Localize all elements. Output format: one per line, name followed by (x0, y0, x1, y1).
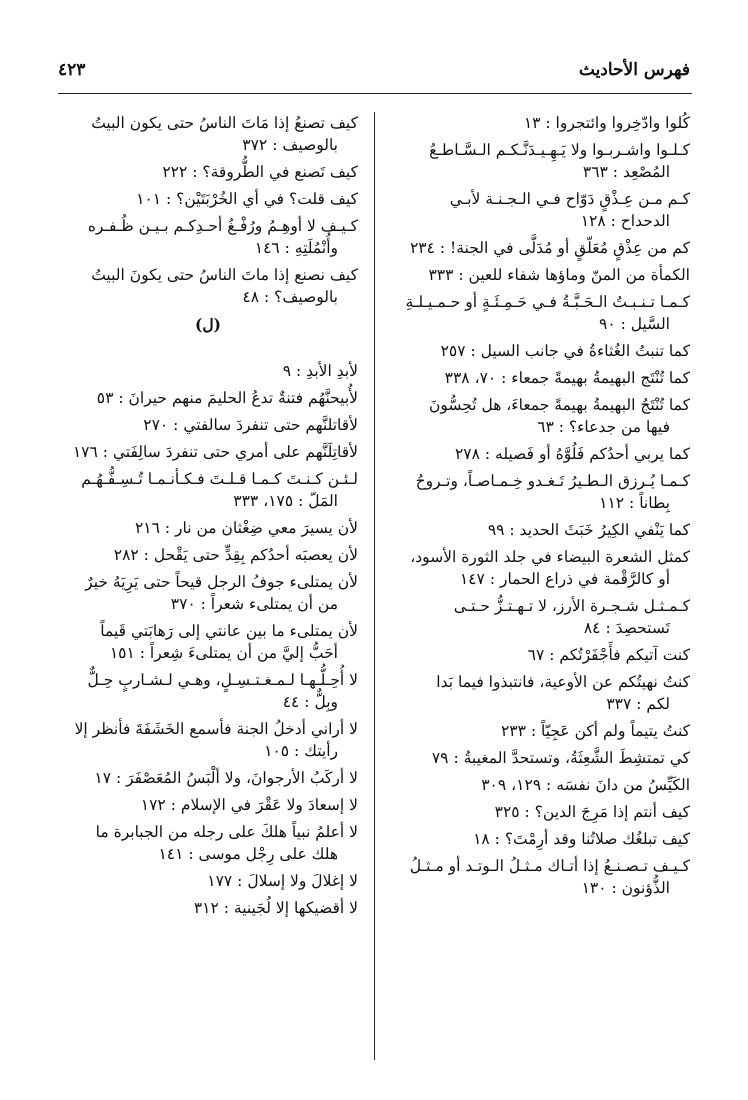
hadith-entry: لأبدِ الأبدِ : ٩ (282, 362, 358, 380)
hadith-entry: لأقاتِلَنَّهم على أمري حتى تنفردَ سالِفَتي : ١٧٦ (72, 443, 358, 461)
hadith-entry: كما تنبتُ الغُثاءةُ في جانب السيل : ٢٥٧ (440, 342, 690, 360)
hadith-entry: لا أُحِـلُّـهـا لـمـغـتـسِـلٍ، وهـي لـشـاربٍ حِـلٌّ وبِلٌّ : ٤٤ (87, 671, 358, 711)
hadith-entry: كما تُنْتَج البهيمةُ بهيمةً جمعاء : ٧٠، ٣٣٨ (444, 369, 690, 387)
hadith-entry: كما تُنْتَجُ البهيمةُ بهيمةً جمعاءَ، هل تُحِسُّونَ فيها من جدعاء؟ : ٦٣ (429, 396, 690, 436)
page-header (58, 60, 690, 90)
hadith-entry: لأن يسيرَ معي ضِغْثان من نار : ٢١٦ (134, 519, 358, 537)
hadith-entry: كيف تبلغُك صلاتُنا وقد أرِمْتَ؟ : ١٨ (473, 830, 690, 848)
hadith-entry: كنت آتيكم فأَجْفَرْتُكم : ٦٧ (527, 646, 690, 664)
hadith-entry: كم من عِذْقٍ مُعَلّقٍ أو مُدَلَّى في الجنة! : ٢٣٤ (409, 239, 690, 257)
right-column (390, 112, 690, 904)
section-heading: (ل) (195, 315, 221, 334)
hadith-entry: كما يربي أحدُكم فَلُوَّهُ أو فَصيله : ٢٧٨ (454, 445, 690, 463)
hadith-entry: لأقاتلنَّهم حتى تنفردَ سالفتي : ٢٧٠ (143, 416, 358, 434)
page-number: ٤٢٣ (58, 60, 86, 80)
hadith-entry: كـم مـن عِـذْقٍ دَوّاح فـي الـجـنـة لأبـي الدحداح : ١٢٨ (449, 190, 690, 230)
hadith-entry: لأن يمتلىء ما بين عانتي إلى رَهابَتي قَيماً أحَبُّ إليَّ من أن يمتلىءَ شِعراً : ١٥١ (100, 622, 358, 662)
left-column (58, 112, 358, 924)
hadith-entry: لأُبيحنَّهُم فتنةٌ تدعُ الحليمَ منهم حيرانَ : ٥٣ (96, 389, 358, 407)
hadith-entry: الكمأة من المنّ وماؤها شفاء للعين : ٣٣٣ (428, 266, 690, 284)
hadith-entry: كـمـا يُـرزق الـطـيرُ تَـغـدو خِـمـاصـاً، وتـروحُ بِطاناً : ١١٢ (415, 472, 690, 512)
hadith-entry: الكَيِّسُ من دانَ نفسَه : ١٢٩، ٣٠٩ (481, 776, 690, 794)
hadith-entry: كيف نصنع إذا ماتَ الناسُ حتى يكونَ البيتُ بالوصيف؟ : ٤٨ (91, 266, 358, 306)
hadith-entry: كـلـوا واشـربـوا ولا يَـهِـيـدَنَّـكـم الـسَّـاطـعُ المُصْعِد : ٣٦٣ (429, 141, 690, 181)
hadith-entry: لا أعلمُ نبياً هلكَ على رجله من الجبابرة ما هلك على رِجْل موسى : ١٤١ (95, 823, 358, 863)
column-divider (374, 112, 375, 1060)
hadith-entry: لا أراني أدخلُ الجنة فأسمع الخَشَفَةَ فأنظر إلا رأيتك : ١٠٥ (74, 720, 358, 760)
hadith-entry: لا أقضيكها إلا لُجَينية : ٣١٢ (193, 899, 358, 917)
hadith-entry: كيف تَصنع في الطُّروقة؟ : ٢٢٢ (162, 163, 358, 181)
hadith-entry: كنتُ يتيماً ولم أكن عَجِيّاً : ٢٣٣ (500, 722, 690, 740)
running-title: فهرس الأحاديث (578, 60, 690, 80)
hadith-entry: كي تمتشِطَ الشَّعِثَةُ، وتستحدَّ المغيبةُ : ٧٩ (431, 749, 690, 767)
hadith-entry: لأن يمتلىء جوفُ الرجل قيحاً حتى يَرِيَهُ خيرٌ من أن يمتلىء شعراً : ٣٧٠ (85, 573, 358, 613)
hadith-entry: كـمـثـل شـجـرة الأرز، لا تـهـتـزُّ حـتـى تَستحصِدَ : ٨٤ (453, 597, 690, 637)
hadith-entry: كُلوا وادّخِروا وائتجروا : ١٣ (523, 114, 690, 132)
hadith-entry: كمثل الشعرة البيضاء في جلد الثورة الأسود، أو كالرَّقْمة في ذراع الحمار : ١٤٧ (410, 548, 690, 588)
hadith-entry: كما يَنْفي الكِيرُ خَبَثَ الحديد : ٩٩ (487, 521, 690, 539)
hadith-entry: لـئـن كـنـتَ كـمـا قـلـتَ فـكـأنـمـا تُـسِـفُّـهُـم المَلّ : ١٧٥، ٣٣٣ (81, 470, 358, 510)
hadith-entry: كـيـف تـصـنـعُ إذا أتـاك مـثـلُ الـوتـد أو مـثـلُ الذُّؤنون : ١٣٠ (409, 857, 690, 897)
hadith-entry: كيف قلت؟ في أي الخُرْبَتَيْن؟ : ١٠١ (136, 190, 358, 208)
hadith-entry: كنتُ نهيتُكم عن الأوعية، فانتبذوا فيما بَدا لكم : ٣٣٧ (436, 673, 690, 713)
hadith-entry: لأن يعصبَه أحدُكم بِقِدٍّ حتى يَقْحل : ٢٨٢ (113, 546, 358, 564)
hadith-entry: كيف أنتم إذا مَرِجَ الدين؟ : ٣٢٥ (494, 803, 690, 821)
hadith-entry: لا إغلالَ ولا إسلالَ : ١٧٧ (207, 872, 358, 890)
hadith-entry: كـيـف لا أوهِـمُ ورُفْـغُ أحـدِكـم بـيـن ظُـفـره وأُنْمُلَتِهِ : ١٤٦ (87, 217, 358, 257)
hadith-entry: لا إسعادَ ولا عَقْرَ في الإسلام : ١٧٢ (140, 796, 358, 814)
hadith-entry: كيف تصنعُ إذا مَاتَ الناسُ حتى يكون البيتُ بالوصيف : ٣٧٢ (91, 114, 358, 154)
header-rule (58, 93, 692, 94)
hadith-entry: كـمـا تـنـبـتُ الـحَـبَّـةُ فـي حَـمِـئَـةٍ أو حـمـيـلـةِ السَّيل : ٩٠ (405, 293, 690, 333)
hadith-entry: لا أركَبُ الأرجوانَ، ولا ألْبَسُ المُعَصْفَرَ : ١٧ (94, 769, 358, 787)
